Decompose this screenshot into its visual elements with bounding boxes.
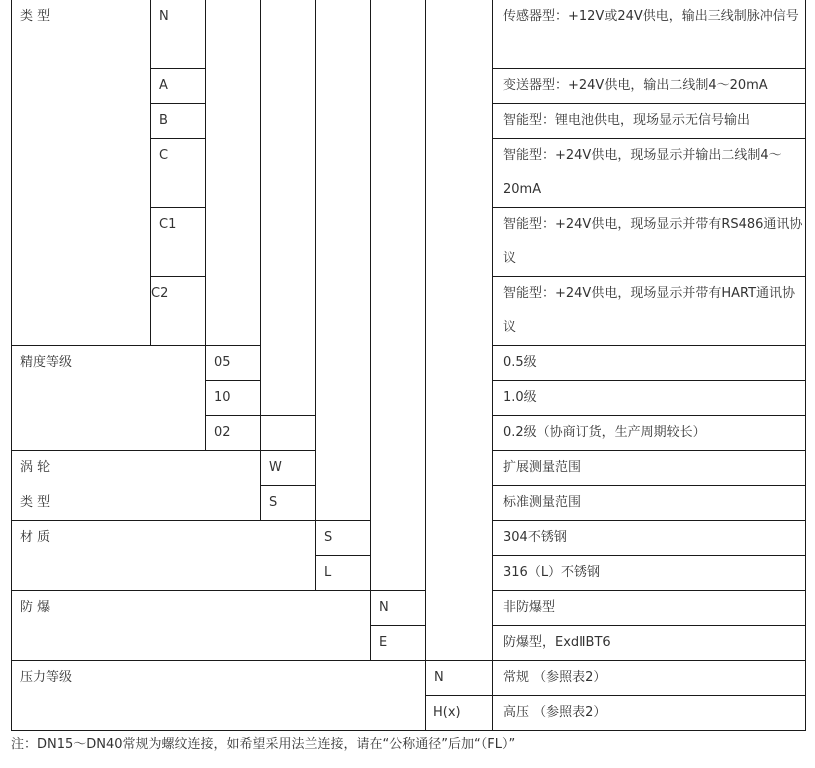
desc-explosion-e: 防爆型，ExdⅡBT6 — [503, 635, 611, 650]
desc-accuracy-05: 0.5级 — [503, 355, 537, 370]
code-pressure-h: H(x) — [433, 705, 461, 720]
desc-type-b: 智能型：锂电池供电，现场显示无信号输出 — [503, 113, 751, 128]
desc-type-a: 变送器型：+24V供电，输出二线制4～20mA — [503, 78, 768, 93]
code-pressure-n: N — [434, 670, 444, 685]
category-pressure: 压力等级 — [20, 670, 73, 685]
spec-table — [11, 0, 807, 731]
desc-pressure-n: 常规 （参照表2） — [503, 670, 607, 685]
desc-accuracy-02: 0.2级（协商订货，生产周期较长） — [503, 425, 706, 440]
desc-type-c: 智能型：+24V供电，现场显示并输出二线制4～20mA — [503, 148, 782, 197]
desc-accuracy-10: 1.0级 — [503, 390, 537, 405]
desc-turbine-s: 标准测量范围 — [503, 495, 582, 510]
code-type-c: C — [159, 148, 169, 163]
code-material-l: L — [324, 565, 332, 580]
category-type: 类 型 — [20, 9, 51, 24]
code-turbine-w: W — [269, 460, 282, 475]
code-accuracy-05: 05 — [214, 355, 231, 370]
code-type-n: N — [159, 9, 169, 24]
code-turbine-s: S — [269, 495, 278, 510]
code-type-c1: C1 — [159, 217, 177, 232]
category-explosion: 防 爆 — [20, 600, 51, 615]
code-accuracy-02: 02 — [214, 425, 231, 440]
category-accuracy: 精度等级 — [20, 355, 73, 370]
desc-turbine-w: 扩展测量范围 — [503, 460, 582, 475]
desc-pressure-h: 高压 （参照表2） — [503, 705, 607, 720]
code-explosion-e: E — [379, 635, 388, 650]
desc-material-s: 304不锈钢 — [503, 530, 567, 545]
category-turbine-type: 类 型 — [20, 495, 51, 510]
desc-type-n: 传感器型：+12V或24V供电，输出三线制脉冲信号 — [503, 9, 799, 24]
code-material-s: S — [324, 530, 333, 545]
desc-explosion-n: 非防爆型 — [503, 600, 556, 615]
code-type-c2: C2 — [151, 286, 169, 301]
category-turbine: 涡 轮 — [20, 460, 51, 475]
desc-type-c1: 智能型：+24V供电，现场显示并带有RS486通讯协议 — [503, 217, 803, 266]
desc-type-c2: 智能型：+24V供电，现场显示并带有HART通讯协议 — [503, 286, 796, 335]
footnote: 注：DN15～DN40常规为螺纹连接，如希望采用法兰连接，请在“公称通径”后加“（FL）” — [11, 737, 516, 752]
desc-material-l: 316（L）不锈钢 — [503, 565, 601, 580]
code-type-a: A — [159, 78, 168, 93]
code-accuracy-10: 10 — [214, 390, 231, 405]
category-material: 材 质 — [20, 530, 51, 545]
code-explosion-n: N — [379, 600, 389, 615]
code-type-b: B — [159, 113, 168, 128]
